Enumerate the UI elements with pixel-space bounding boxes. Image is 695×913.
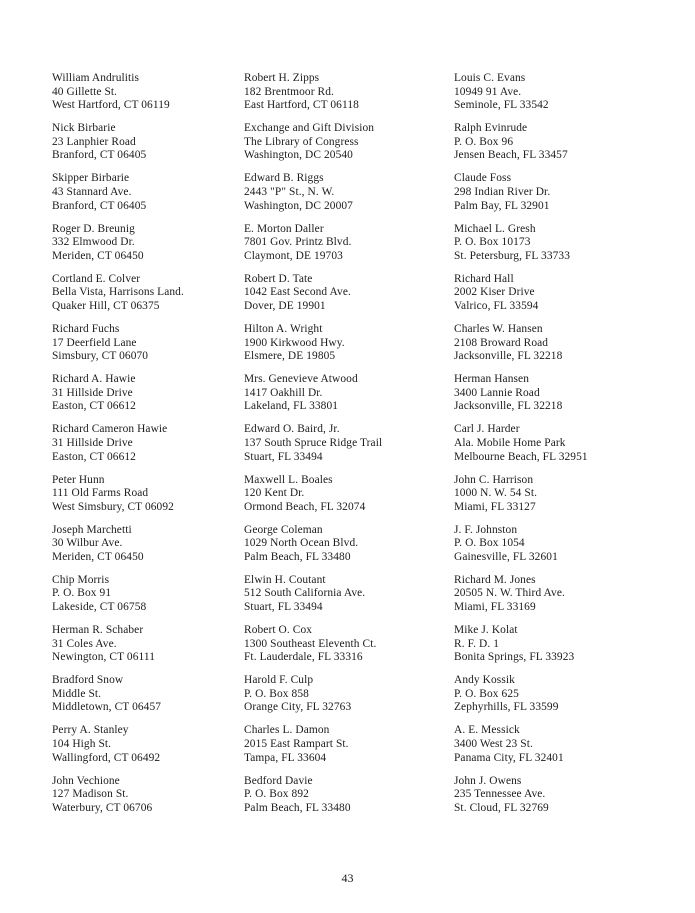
entry-street: 137 South Spruce Ridge Trail xyxy=(244,436,383,449)
entry-street: 23 Lanphier Road xyxy=(52,135,136,148)
address-entry xyxy=(454,775,654,825)
entry-city-state-zip: Gainesville, FL 32601 xyxy=(454,550,558,563)
address-entry xyxy=(244,122,449,172)
address-entry xyxy=(454,72,654,122)
entry-city-state-zip: Simsbury, CT 06070 xyxy=(52,350,149,363)
entry-city-state-zip: Zephyrhills, FL 33599 xyxy=(454,701,559,714)
address-entry xyxy=(52,775,257,825)
entry-city-state-zip: East Hartford, CT 06118 xyxy=(244,99,359,112)
entry-city-state-zip: Meriden, CT 06450 xyxy=(52,249,144,262)
address-entry xyxy=(244,423,449,473)
entry-name: Elwin H. Coutant xyxy=(244,573,326,586)
entry-city-state-zip: Miami, FL 33127 xyxy=(454,500,536,513)
entry-street: 120 Kent Dr. xyxy=(244,487,305,500)
entry-street: 235 Tennessee Ave. xyxy=(454,788,546,801)
entry-city-state-zip: Ormond Beach, FL 32074 xyxy=(244,500,366,513)
entry-name: Charles L. Damon xyxy=(244,724,330,737)
entry-street: P. O. Box 892 xyxy=(244,788,309,801)
entry-city-state-zip: Wallingford, CT 06492 xyxy=(52,751,161,764)
entry-name: Roger D. Breunig xyxy=(52,222,135,235)
entry-name: Michael L. Gresh xyxy=(454,222,536,235)
entry-city-state-zip: Palm Beach, FL 33480 xyxy=(244,550,351,563)
address-entry xyxy=(454,574,654,624)
entry-name: Bradford Snow xyxy=(52,674,124,687)
entry-city-state-zip: Palm Bay, FL 32901 xyxy=(454,199,550,212)
entry-city-state-zip: Bonita Springs, FL 33923 xyxy=(454,651,575,664)
address-entry xyxy=(454,172,654,222)
entry-city-state-zip: Ft. Lauderdale, FL 33316 xyxy=(244,651,363,664)
entry-street: 43 Stannard Ave. xyxy=(52,185,132,198)
entry-city-state-zip: West Hartford, CT 06119 xyxy=(52,99,170,112)
entry-street: P. O. Box 858 xyxy=(244,687,309,700)
entry-street: 1300 Southeast Eleventh Ct. xyxy=(244,637,377,650)
entry-city-state-zip: Palm Beach, FL 33480 xyxy=(244,801,351,814)
address-entry xyxy=(454,724,654,774)
entry-street: R. F. D. 1 xyxy=(454,637,500,650)
entry-city-state-zip: Seminole, FL 33542 xyxy=(454,99,549,112)
entry-name: Richard A. Hawie xyxy=(52,373,136,386)
entry-city-state-zip: Washington, DC 20007 xyxy=(244,199,353,212)
entry-city-state-zip: Jacksonville, FL 32218 xyxy=(454,400,563,413)
entry-name: William Andrulitis xyxy=(52,72,140,84)
entry-name: George Coleman xyxy=(244,523,323,536)
entry-city-state-zip: Quaker Hill, CT 06375 xyxy=(52,299,160,312)
entry-city-state-zip: Stuart, FL 33494 xyxy=(244,450,323,463)
entry-street: P. O. Box 1054 xyxy=(454,537,525,550)
entry-city-state-zip: St. Cloud, FL 32769 xyxy=(454,801,549,814)
entry-name: Skipper Birbarie xyxy=(52,172,130,185)
address-entry xyxy=(52,172,257,222)
entry-city-state-zip: Washington, DC 20540 xyxy=(244,149,353,162)
entry-city-state-zip: Branford, CT 06405 xyxy=(52,149,147,162)
entry-street: Ala. Mobile Home Park xyxy=(454,436,566,449)
entry-name: Peter Hunn xyxy=(52,473,105,486)
entry-city-state-zip: Branford, CT 06405 xyxy=(52,199,147,212)
entry-street: 512 South California Ave. xyxy=(244,587,366,600)
entry-name: John C. Harrison xyxy=(454,473,534,486)
entry-name: Claude Foss xyxy=(454,172,512,185)
entry-name: Perry A. Stanley xyxy=(52,724,129,737)
page-number: 43 xyxy=(341,871,354,885)
entry-street: 2015 East Rampart St. xyxy=(244,738,349,751)
address-entry xyxy=(52,273,257,323)
entry-name: Bedford Davie xyxy=(244,774,313,787)
entry-name: Robert H. Zipps xyxy=(244,72,320,84)
entry-name: John Vechione xyxy=(52,774,120,787)
address-entry xyxy=(52,474,257,524)
entry-city-state-zip: Claymont, DE 19703 xyxy=(244,249,343,262)
entry-name: Mrs. Genevieve Atwood xyxy=(244,373,358,386)
entry-name: Richard M. Jones xyxy=(454,573,536,586)
entry-street: 31 Hillside Drive xyxy=(52,436,133,449)
entry-city-state-zip: Jensen Beach, FL 33457 xyxy=(454,149,568,162)
entry-street: 2443 "P" St., N. W. xyxy=(244,185,335,198)
entry-street: 111 Old Farms Road xyxy=(52,487,149,500)
address-entry xyxy=(454,223,654,273)
entry-city-state-zip: Miami, FL 33169 xyxy=(454,601,536,614)
entry-city-state-zip: Dover, DE 19901 xyxy=(244,299,326,312)
address-column-3 xyxy=(454,72,654,825)
entry-street: P. O. Box 10173 xyxy=(454,236,531,249)
entry-street: 1000 N. W. 54 St. xyxy=(454,487,538,500)
entry-city-state-zip: St. Petersburg, FL 33733 xyxy=(454,249,570,262)
address-entry xyxy=(244,323,449,373)
address-entry xyxy=(244,474,449,524)
entry-name: Robert D. Tate xyxy=(244,272,313,285)
address-entry xyxy=(52,674,257,724)
entry-name: Chip Morris xyxy=(52,573,110,586)
entry-city-state-zip: Lakeland, FL 33801 xyxy=(244,400,339,413)
address-entry xyxy=(454,323,654,373)
address-entry xyxy=(454,474,654,524)
address-entry xyxy=(244,624,449,674)
address-entry xyxy=(454,674,654,724)
address-entry xyxy=(244,373,449,423)
entry-street: 3400 Lannie Road xyxy=(454,386,540,399)
address-entry xyxy=(244,724,449,774)
entry-name: Louis C. Evans xyxy=(454,72,526,84)
address-entry xyxy=(244,72,449,122)
entry-street: 2002 Kiser Drive xyxy=(454,286,535,299)
address-entry xyxy=(244,674,449,724)
address-entry xyxy=(244,172,449,222)
entry-street: 31 Hillside Drive xyxy=(52,386,133,399)
address-entry xyxy=(454,122,654,172)
entry-city-state-zip: Valrico, FL 33594 xyxy=(454,299,539,312)
entry-street: 1417 Oakhill Dr. xyxy=(244,386,323,399)
entry-name: Herman R. Schaber xyxy=(52,624,144,637)
address-entry xyxy=(244,574,449,624)
address-entry xyxy=(52,423,257,473)
entry-name: J. F. Johnston xyxy=(454,523,518,536)
address-entry xyxy=(454,524,654,574)
entry-name: Richard Hall xyxy=(454,272,514,285)
entry-city-state-zip: Meriden, CT 06450 xyxy=(52,550,144,563)
address-entry xyxy=(244,273,449,323)
entry-city-state-zip: Panama City, FL 32401 xyxy=(454,751,564,764)
address-entry xyxy=(52,724,257,774)
address-entry xyxy=(52,72,257,122)
entry-street: P. O. Box 91 xyxy=(52,587,112,600)
address-entry xyxy=(52,524,257,574)
address-entry xyxy=(52,323,257,373)
entry-city-state-zip: Waterbury, CT 06706 xyxy=(52,801,153,814)
address-entry xyxy=(244,524,449,574)
entry-street: 10949 91 Ave. xyxy=(454,85,522,98)
entry-street: 127 Madison St. xyxy=(52,788,129,801)
address-entry xyxy=(244,223,449,273)
entry-name: Ralph Evinrude xyxy=(454,122,528,135)
entry-city-state-zip: Newington, CT 06111 xyxy=(52,651,156,664)
entry-name: E. Morton Daller xyxy=(244,222,324,235)
entry-street: 40 Gillette St. xyxy=(52,85,118,98)
address-entry xyxy=(454,624,654,674)
entry-name: Carl J. Harder xyxy=(454,423,520,436)
entry-street: 1042 East Second Ave. xyxy=(244,286,351,299)
address-entry xyxy=(52,574,257,624)
entry-street: 3400 West 23 St. xyxy=(454,738,533,751)
entry-city-state-zip: Jacksonville, FL 32218 xyxy=(454,350,563,363)
entry-name: A. E. Messick xyxy=(454,724,520,737)
address-column-1 xyxy=(52,72,257,825)
entry-street: 20505 N. W. Third Ave. xyxy=(454,587,565,600)
entry-name: Mike J. Kolat xyxy=(454,624,518,637)
entry-city-state-zip: Easton, CT 06612 xyxy=(52,450,136,463)
address-entry xyxy=(52,122,257,172)
entry-name: Edward O. Baird, Jr. xyxy=(244,423,340,436)
entry-street: 1900 Kirkwood Hwy. xyxy=(244,336,345,349)
entry-name: Exchange and Gift Division xyxy=(244,122,375,135)
entry-name: Nick Birbarie xyxy=(52,122,116,135)
address-entry xyxy=(244,775,449,825)
entry-street: Middle St. xyxy=(52,687,102,700)
entry-name: Maxwell L. Boales xyxy=(244,473,333,486)
entry-street: 31 Coles Ave. xyxy=(52,637,117,650)
entry-street: The Library of Congress xyxy=(244,135,359,148)
address-entry xyxy=(52,373,257,423)
entry-city-state-zip: Middletown, CT 06457 xyxy=(52,701,162,714)
address-entry xyxy=(52,624,257,674)
entry-name: Andy Kossik xyxy=(454,674,515,687)
address-entry xyxy=(52,223,257,273)
entry-city-state-zip: Stuart, FL 33494 xyxy=(244,601,323,614)
address-column-2 xyxy=(244,72,449,825)
entry-name: Cortland E. Colver xyxy=(52,272,141,285)
entry-city-state-zip: Lakeside, CT 06758 xyxy=(52,601,147,614)
entry-street: 104 High St. xyxy=(52,738,112,751)
entry-name: Joseph Marchetti xyxy=(52,523,132,536)
address-entry xyxy=(454,373,654,423)
entry-city-state-zip: Melbourne Beach, FL 32951 xyxy=(454,450,588,463)
entry-street: 182 Brentmoor Rd. xyxy=(244,85,334,98)
entry-name: Edward B. Riggs xyxy=(244,172,324,185)
entry-street: 1029 North Ocean Blvd. xyxy=(244,537,359,550)
entry-name: Robert O. Cox xyxy=(244,624,313,637)
address-entry xyxy=(454,423,654,473)
entry-street: 7801 Gov. Printz Blvd. xyxy=(244,236,352,249)
entry-name: Hilton A. Wright xyxy=(244,322,323,335)
entry-street: 17 Deerfield Lane xyxy=(52,336,137,349)
entry-street: P. O. Box 96 xyxy=(454,135,514,148)
entry-street: 30 Wilbur Ave. xyxy=(52,537,123,550)
entry-street: P. O. Box 625 xyxy=(454,687,519,700)
entry-name: Charles W. Hansen xyxy=(454,322,543,335)
entry-name: John J. Owens xyxy=(454,774,522,787)
entry-city-state-zip: West Simsbury, CT 06092 xyxy=(52,500,174,513)
entry-street: Bella Vista, Harrisons Land. xyxy=(52,286,184,299)
entry-name: Richard Fuchs xyxy=(52,322,120,335)
entry-name: Richard Cameron Hawie xyxy=(52,423,168,436)
entry-city-state-zip: Elsmere, DE 19805 xyxy=(244,350,336,363)
entry-street: 298 Indian River Dr. xyxy=(454,185,551,198)
entry-street: 332 Elmwood Dr. xyxy=(52,236,135,249)
entry-city-state-zip: Easton, CT 06612 xyxy=(52,400,136,413)
entry-city-state-zip: Tampa, FL 33604 xyxy=(244,751,327,764)
address-entry xyxy=(454,273,654,323)
entry-name: Harold F. Culp xyxy=(244,674,314,687)
entry-city-state-zip: Orange City, FL 32763 xyxy=(244,701,352,714)
entry-name: Herman Hansen xyxy=(454,373,529,386)
entry-street: 2108 Broward Road xyxy=(454,336,549,349)
